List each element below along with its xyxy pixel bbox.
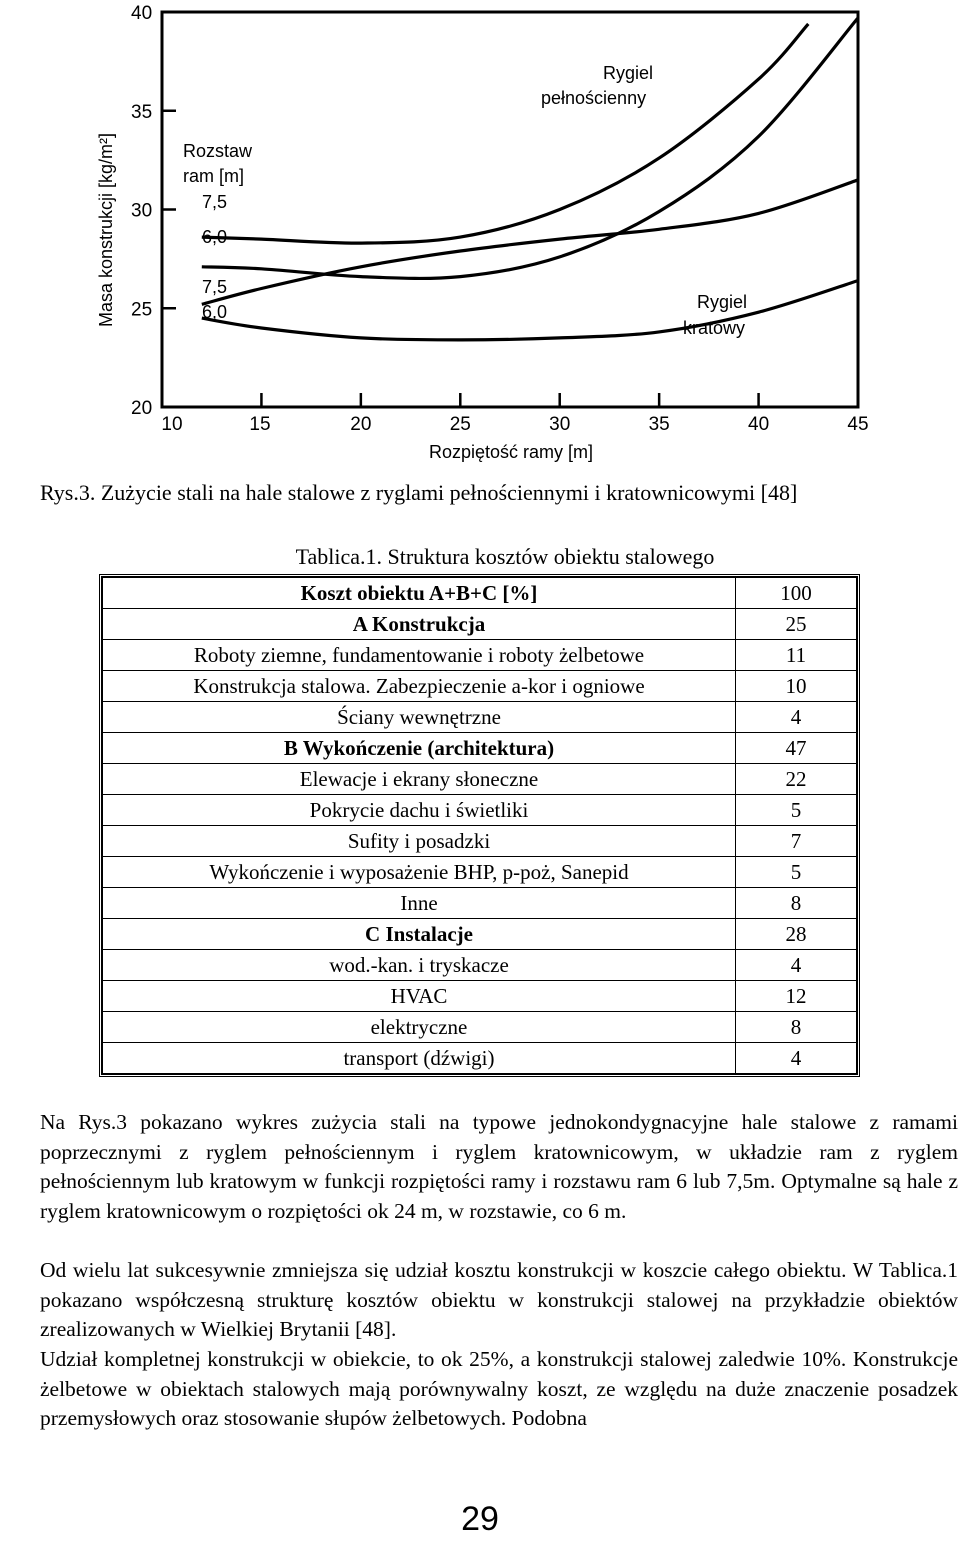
- x-tick-label: 40: [748, 414, 770, 435]
- paragraph-1: Na Rys.3 pokazano wykres zużycia stali na typowe jednokondygnacyjne hale stalowe z ramami poprzecznymi z ryglem pełnościennym i ryglem kratownicowym, w układzie ram z ryglem pełnościennym lub kratowym w funkcji rozpiętości ramy i rozstawu ram 6 lub 7,5m. Optymalne są hale z ryglem kratownicowym o rozpiętości ok 24 m, w rozstawie, co 6 m.: [40, 1110, 958, 1223]
- table-row: [103, 857, 857, 888]
- y-tick-label: 20: [131, 398, 153, 419]
- cost-structure-table: [99, 574, 860, 1077]
- row-value: 47: [736, 733, 857, 764]
- x-tick-label: 10: [161, 414, 183, 435]
- annotation-rozstaw: Rozstaw: [183, 141, 253, 161]
- table-row: [103, 764, 857, 795]
- y-tick-label: 40: [131, 3, 153, 24]
- row-value: 7: [736, 826, 857, 857]
- table-row: [103, 919, 857, 950]
- row-value: 5: [736, 857, 857, 888]
- table-row: [103, 671, 857, 702]
- y-tick-label: 35: [131, 101, 153, 123]
- row-label: wod.-kan. i tryskacze: [103, 950, 736, 981]
- row-label: Konstrukcja stalowa. Zabezpieczenie a-kor i ogniowe: [103, 671, 736, 702]
- table-row: [103, 733, 857, 764]
- x-tick-label: 20: [350, 414, 372, 435]
- y-tick-label: 30: [131, 200, 153, 222]
- annotation-rygiel-pelnoscienny-2: pełnościenny: [541, 88, 647, 108]
- row-value: 28: [736, 919, 857, 950]
- curve-kratowy-6-0: [202, 281, 858, 340]
- table-row: [103, 702, 857, 733]
- row-value: 25: [736, 609, 857, 640]
- x-tick-label: 35: [648, 414, 670, 435]
- row-value: 12: [736, 981, 857, 1012]
- row-label: Wykończenie i wyposażenie BHP, p-poż, Sanepid: [103, 857, 736, 888]
- row-value: 8: [736, 1012, 857, 1043]
- table-row: [103, 888, 857, 919]
- steel-usage-chart: [0, 0, 960, 470]
- x-tick-label: 30: [549, 414, 571, 435]
- row-value: 5: [736, 795, 857, 826]
- row-label: Inne: [103, 888, 736, 919]
- annotation-rozstaw-unit: ram [m]: [183, 166, 244, 186]
- page-number: 29: [461, 1500, 499, 1538]
- annotation-rygiel-pelnoscienny: Rygiel: [603, 63, 654, 83]
- paragraph-3: Udział kompletnej konstrukcji w obiekcie, to ok 25%, a konstrukcji stalowej zaledwie 10%. Konstrukcje żelbetowe w obiektach stalowych mają porównywalny koszt, ze względu na duże znaczenie posadzek przemysłowych oraz stosowanie słupów żelbetowych. Podobna: [40, 1347, 958, 1430]
- row-label: Ściany wewnętrzne: [103, 702, 736, 733]
- row-label: Sufity i posadzki: [103, 826, 736, 857]
- table-row: [103, 640, 857, 671]
- y-tick-label: 25: [131, 299, 153, 321]
- row-label: C Instalacje: [103, 919, 736, 950]
- plot-frame: [162, 12, 858, 407]
- x-tick-label: 45: [847, 414, 869, 435]
- curve-pelnoscienny-7-5: [202, 24, 809, 243]
- row-value: 4: [736, 702, 857, 733]
- annotation-spacing-6-0-top: 6,0: [202, 227, 228, 247]
- row-value: 100: [736, 578, 857, 609]
- x-tick-label: 15: [249, 414, 271, 435]
- table-row: [103, 578, 857, 609]
- row-label: B Wykończenie (architektura): [103, 733, 736, 764]
- chart-curves: [202, 18, 858, 340]
- row-label: Koszt obiektu A+B+C [%]: [103, 578, 736, 609]
- row-value: 11: [736, 640, 857, 671]
- row-value: 10: [736, 671, 857, 702]
- table-row: [103, 1012, 857, 1043]
- table-row: [103, 950, 857, 981]
- row-label: HVAC: [103, 981, 736, 1012]
- row-label: elektryczne: [103, 1012, 736, 1043]
- annotation-spacing-7-5-top: 7,5: [202, 192, 228, 212]
- curve-pelnoscienny-6-0: [202, 18, 858, 279]
- table-row: [103, 981, 857, 1012]
- table-row: [103, 1043, 857, 1074]
- y-axis-title: Masa konstrukcji [kg/m²]: [96, 132, 116, 328]
- annotation-rygiel-kratowy-2: kratowy: [683, 318, 746, 338]
- table-row: [103, 609, 857, 640]
- row-value: 4: [736, 950, 857, 981]
- row-label: Pokrycie dachu i świetliki: [103, 795, 736, 826]
- figure-caption: Rys.3. Zużycie stali na hale stalowe z ryglami pełnościennymi i kratownicowymi [48]: [40, 480, 798, 505]
- x-tick-label: 25: [449, 414, 471, 435]
- chart-labels: [183, 63, 747, 338]
- table-row: [103, 826, 857, 857]
- paragraph-2: Od wielu lat sukcesywnie zmniejsza się udział kosztu konstrukcji w koszcie całego obiektu. W Tablica.1 pokazano współczesną strukturę kosztów obiektu w konstrukcji stalowej na przykładzie obiektów zrealizowanych w Wielkiej Brytanii [48].: [40, 1258, 958, 1341]
- annotation-spacing-6-0-bottom: 6,0: [202, 302, 228, 322]
- table-title: Tablica.1. Struktura kosztów obiektu stalowego: [295, 544, 715, 569]
- table-row: [103, 795, 857, 826]
- x-axis-title: Rozpiętość ramy [m]: [428, 442, 594, 462]
- row-value: 22: [736, 764, 857, 795]
- row-value: 8: [736, 888, 857, 919]
- row-label: Roboty ziemne, fundamentowanie i roboty żelbetowe: [103, 640, 736, 671]
- row-value: 4: [736, 1043, 857, 1074]
- row-label: Elewacje i ekrany słoneczne: [103, 764, 736, 795]
- annotation-rygiel-kratowy: Rygiel: [697, 292, 748, 312]
- row-label: A Konstrukcja: [103, 609, 736, 640]
- annotation-spacing-7-5-bottom: 7,5: [202, 277, 228, 297]
- row-label: transport (dźwigi): [103, 1043, 736, 1074]
